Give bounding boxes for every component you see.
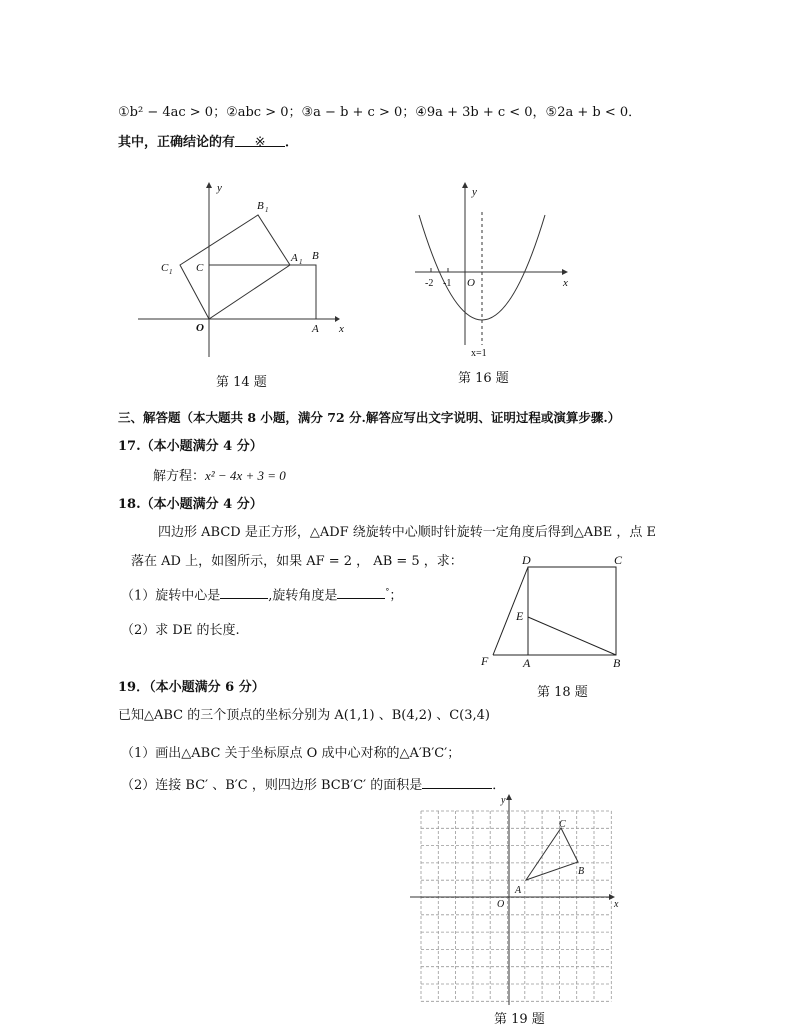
fig14-label-C1: C xyxy=(161,262,169,274)
fig19-label-A: A xyxy=(515,885,522,896)
fig16-label-axis: x=1 xyxy=(471,348,487,359)
q18-part1-b: ,旋转角度是 xyxy=(268,588,338,604)
fig19-label-x: x xyxy=(614,899,619,910)
answer-blank[interactable]: ※ xyxy=(235,134,285,147)
q18-line2: 落在 AD 上，如图所示，如果 AF = 2 ， AB = 5 ，求： xyxy=(131,554,463,569)
conditions-line: ①b² − 4ac > 0；②abc > 0；③a − b + c > 0；④9a + 3b + c < 0，⑤2a + b < 0． xyxy=(118,105,642,120)
fig19-triangle-ABC xyxy=(526,828,578,880)
fig16-label-O: O xyxy=(467,277,475,289)
fig14-label-B: B xyxy=(312,250,319,262)
fig14-label-C1-sub: 1 xyxy=(169,268,173,276)
fig19-label-O: O xyxy=(497,899,505,910)
fig14-label-y: y xyxy=(217,182,222,194)
fig18-label-C: C xyxy=(614,553,623,567)
fig18-label-E: E xyxy=(516,609,524,623)
fig14-label-B1: B xyxy=(257,200,264,212)
fig19-grid xyxy=(421,811,611,1001)
fig14-label-A1: A xyxy=(291,252,298,264)
q19-part2-b: ． xyxy=(492,778,506,793)
q17-equation: x² − 4x + 3 = 0 xyxy=(205,468,286,483)
fig14-label-B1-sub: 1 xyxy=(265,206,269,214)
fig16-label-minus2: -2 xyxy=(425,278,434,289)
section3-title: 三、解答题（本大题共 8 小题，满分 72 分.解答应写出文字说明、证明过程或演算步骤.） xyxy=(118,410,621,425)
q18-line1: 四边形 ABCD 是正方形，△ADF 绕旋转中心顺时针旋转一定角度后得到△ABE ，点 E xyxy=(158,525,656,540)
fig18-label-B: B xyxy=(613,656,621,670)
fig18-label-F: F xyxy=(481,654,489,668)
fig14-label-A: A xyxy=(312,323,319,335)
fig19-label-y: y xyxy=(501,795,506,806)
fig14-caption: 第 14 题 xyxy=(216,375,267,390)
fig14-label-x: x xyxy=(339,323,344,335)
fig16-label-x: x xyxy=(563,277,568,289)
fig16-caption: 第 16 题 xyxy=(458,371,509,386)
q18-degree: ° xyxy=(385,587,390,596)
fig14-label-O: O xyxy=(196,322,204,334)
fig18-caption: 第 18 题 xyxy=(537,685,588,700)
fig16-label-y: y xyxy=(472,186,477,198)
q17-label: 解方程： xyxy=(153,469,206,484)
q18-part2: （2）求 DE 的长度. xyxy=(121,623,240,638)
q18-part1-c: ； xyxy=(389,588,403,604)
fig14-label-C: C xyxy=(196,262,204,274)
fig19-label-B: B xyxy=(578,866,585,877)
fig19-caption: 第 19 题 xyxy=(494,1012,545,1027)
answer-prefix: 其中，正确结论的有 xyxy=(118,135,236,150)
q18-part1-a: （1）旋转中心是 xyxy=(121,588,221,604)
q18-head: 18.（本小题满分 4 分） xyxy=(118,497,263,512)
answer-suffix: ． xyxy=(285,135,299,150)
q19-part1: （1）画出△ABC 关于坐标原点 O 成中心对称的△A′B′C′； xyxy=(121,746,461,761)
q19-given: 已知△ABC 的三个顶点的坐标分别为 A(1,1) 、B(4,2) 、C(3,4) xyxy=(118,708,490,723)
q17-head: 17.（本小题满分 4 分） xyxy=(118,439,263,454)
fig19-label-C: C xyxy=(559,819,566,830)
q19-head: 19．（本小题满分 6 分） xyxy=(118,680,265,695)
q19-part2-a: （2）连接 BC′ 、B′C ，则四边形 BCB′C′ 的面积是 xyxy=(121,778,423,793)
fig14-label-A1-sub: 1 xyxy=(299,258,303,266)
fig16-label-minus1: -1 xyxy=(443,278,452,289)
fig18-label-A: A xyxy=(523,656,531,670)
fig18-label-D: D xyxy=(522,553,531,567)
